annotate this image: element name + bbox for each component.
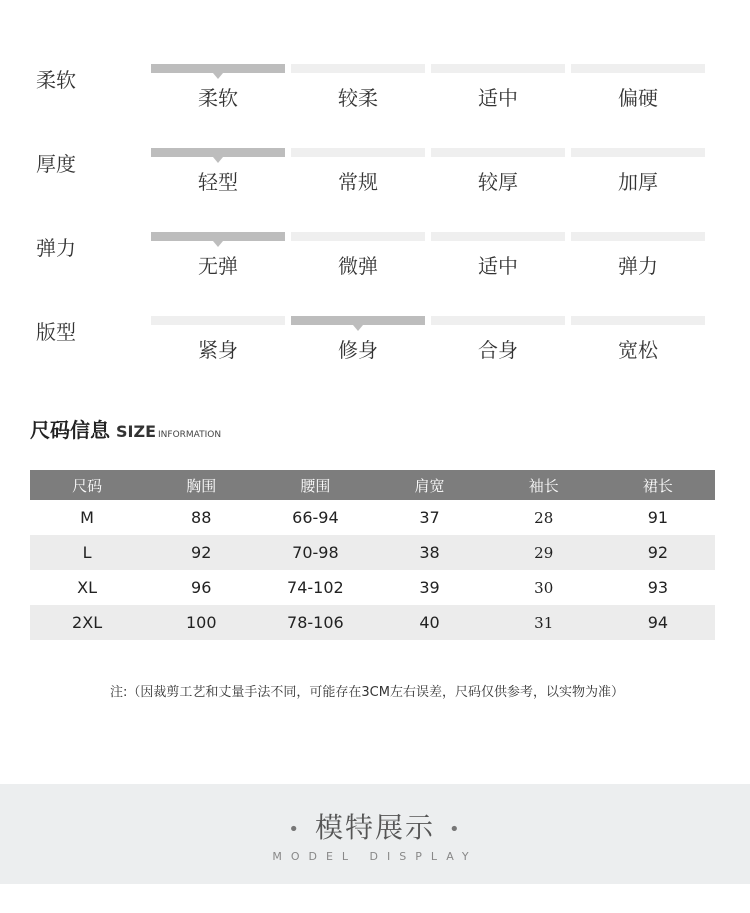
option-label: 合身 [478,338,518,362]
column-header: 袖长 [487,470,601,500]
table-cell: 38 [372,535,486,570]
option-label: 轻型 [198,170,238,194]
column-header: 胸围 [144,470,258,500]
attribute-option [431,64,565,124]
table-cell: 37 [419,508,440,527]
size-section-title [30,414,221,443]
table-cell: 92 [144,535,258,570]
attribute-label: 厚度 [36,152,76,176]
attribute-row-fit [0,316,750,376]
attribute-row-softness [0,64,750,124]
table-cell: 28 [534,508,554,527]
attribute-row-elasticity [0,232,750,292]
table-row [30,535,715,570]
table-cell: XL [77,578,98,597]
table-cell: 94 [601,605,715,640]
bullet-dot-icon: • [288,818,301,840]
table-cell: 93 [647,578,669,597]
model-display-banner [0,784,750,884]
attribute-option [291,232,425,292]
size-table [30,470,715,640]
option-label: 宽松 [618,338,658,362]
attribute-option [151,316,285,376]
model-title-text: 模特展示 [314,811,435,844]
option-label: 柔软 [198,86,238,110]
option-label: 较柔 [338,86,378,110]
option-label: 常规 [338,170,378,194]
option-label: 修身 [338,338,378,362]
table-cell: L [30,535,144,570]
option-label: 适中 [478,254,518,278]
table-cell: M [80,508,94,527]
table-cell: 74-102 [287,578,344,597]
attribute-option [151,148,285,208]
table-row [30,570,715,605]
attribute-label: 版型 [36,320,76,344]
attribute-label: 柔软 [36,68,76,92]
attribute-option [431,148,565,208]
model-title [0,806,750,846]
table-row [30,605,715,640]
table-cell: 66-94 [292,508,339,527]
table-cell: 91 [647,508,669,527]
option-label: 加厚 [618,170,658,194]
table-cell: 29 [487,535,601,570]
option-label: 紧身 [198,338,238,362]
attribute-option [151,64,285,124]
attribute-row-thickness [0,148,750,208]
attribute-option [431,316,565,376]
attribute-option [571,148,705,208]
table-cell: 2XL [30,605,144,640]
option-label: 偏硬 [618,86,658,110]
option-label: 弹力 [618,254,658,278]
attribute-option [291,64,425,124]
attribute-option [571,232,705,292]
column-header: 肩宽 [372,470,486,500]
table-cell: 100 [144,605,258,640]
bullet-dot-icon: • [449,818,462,840]
attribute-label: 弹力 [36,236,76,260]
table-cell: 40 [372,605,486,640]
size-title-en-small: INFORMATION [158,430,222,440]
table-row [30,500,715,535]
table-cell: 30 [534,578,554,597]
attribute-option [571,64,705,124]
option-label: 较厚 [478,170,518,194]
size-title-en: SIZE [116,422,157,441]
column-header: 腰围 [258,470,372,500]
option-label: 适中 [478,86,518,110]
table-cell: 39 [419,578,440,597]
size-title-cn: 尺码信息 [30,418,110,442]
option-label: 无弹 [198,254,238,278]
attribute-option [431,232,565,292]
attribute-option [291,316,425,376]
column-header: 裙长 [601,470,715,500]
attribute-option [571,316,705,376]
table-cell: 92 [601,535,715,570]
size-note: 注:（因裁剪工艺和丈量手法不同，可能存在3CM左右误差，尺码仅供参考，以实物为准） [110,685,624,700]
attribute-option [151,232,285,292]
option-label: 微弹 [338,254,378,278]
column-header: 尺码 [30,470,144,500]
attribute-option [291,148,425,208]
table-header-row [30,470,715,500]
table-cell: 70-98 [258,535,372,570]
table-cell: 88 [191,508,212,527]
table-cell: 96 [191,578,212,597]
table-cell: 78-106 [258,605,372,640]
table-cell: 31 [487,605,601,640]
model-subtitle: MODEL DISPLAY [272,850,478,863]
